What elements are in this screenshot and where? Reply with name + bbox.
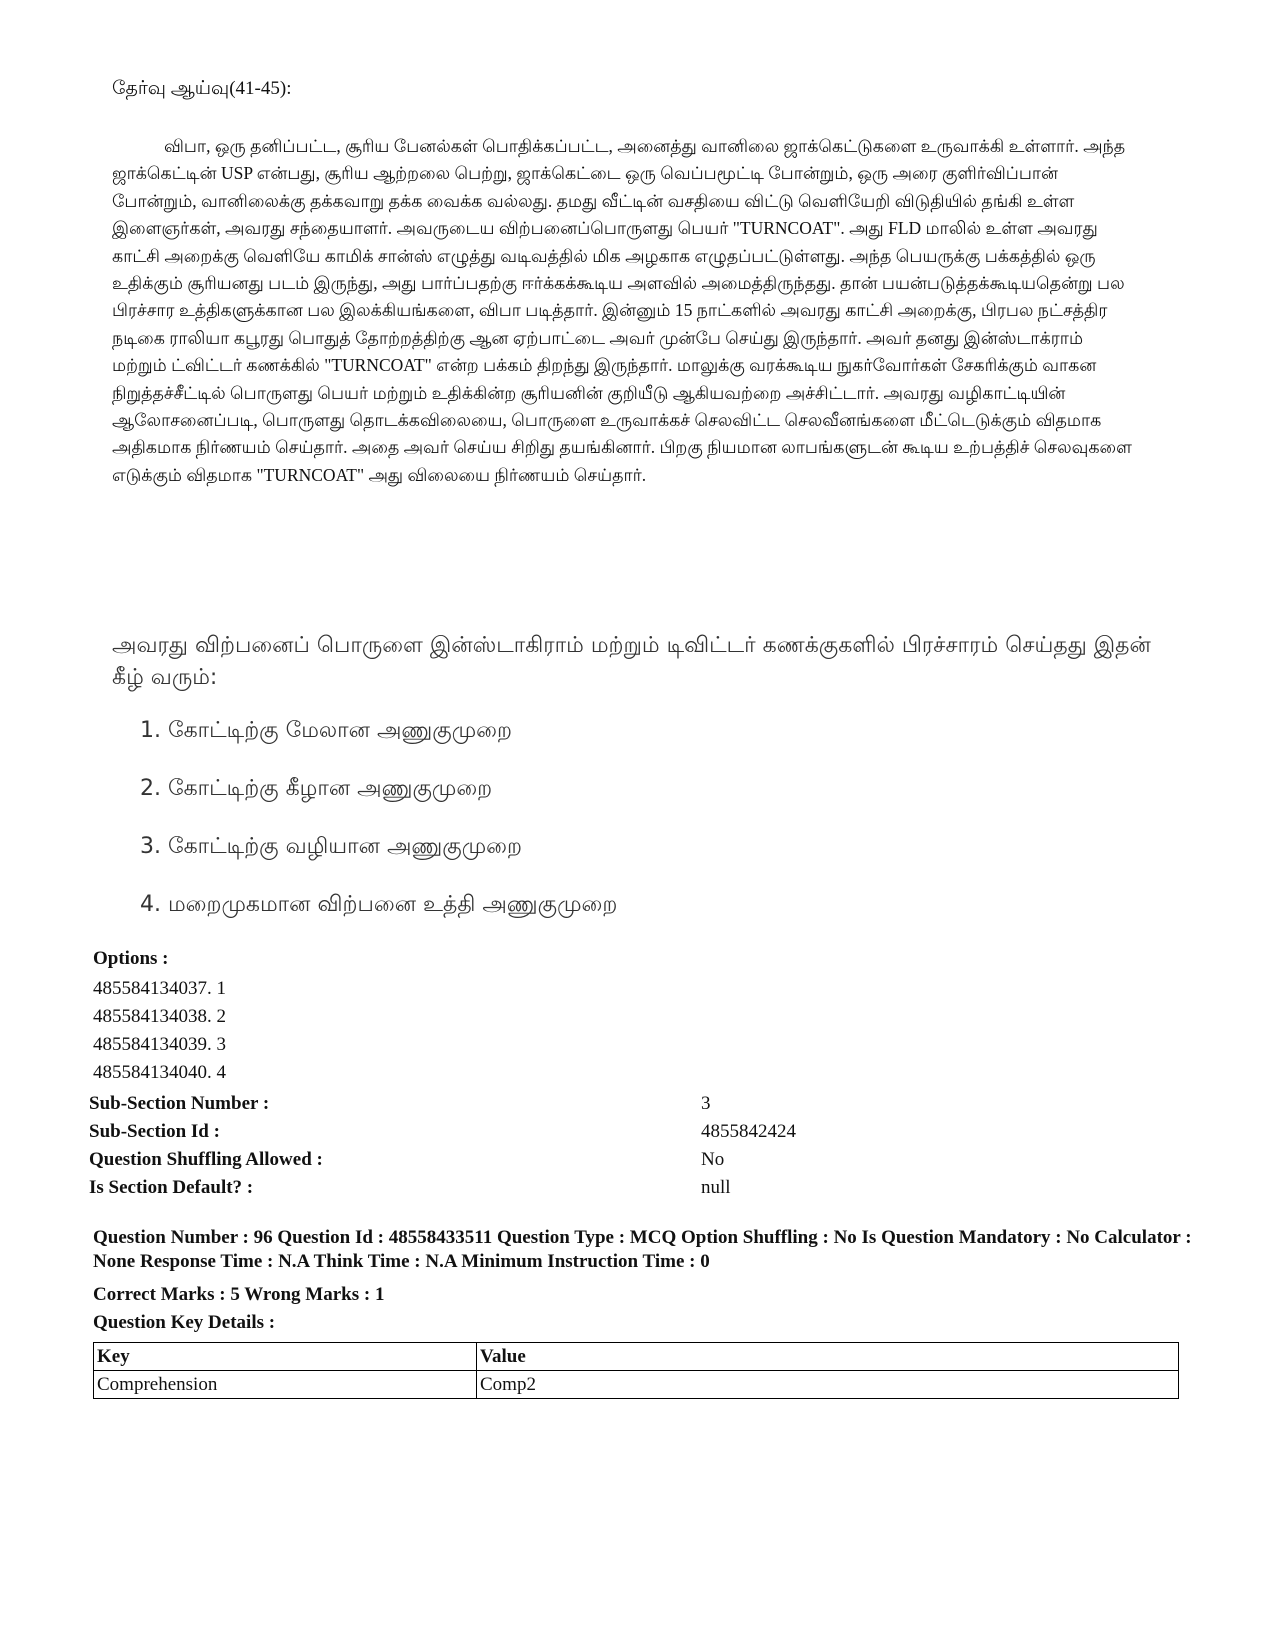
key-details-title: Question Key Details : [93, 1312, 276, 1333]
meta-value: 3 [701, 1093, 711, 1114]
passage-text [112, 133, 1142, 489]
meta-row [89, 1118, 889, 1146]
table-row [94, 1371, 1179, 1399]
meta-label: Is Section Default? : [89, 1177, 254, 1198]
question-options [140, 718, 617, 950]
meta-label: Question Shuffling Allowed : [89, 1149, 323, 1170]
meta-label: Sub-Section Number : [89, 1093, 270, 1114]
question-option-2: 2. கோட்டிற்கு கீழான அணுகுமுறை [140, 776, 493, 801]
table-header-cell: Value [477, 1343, 1179, 1371]
option-id-item: 485584134038. 2 [93, 1006, 226, 1027]
meta-label: Sub-Section Id : [89, 1121, 220, 1142]
meta-row [89, 1090, 889, 1118]
passage-heading: தேர்வு ஆய்வு(41-45): [112, 78, 292, 99]
subsection-meta [89, 1090, 889, 1202]
meta-value: 4855842424 [701, 1121, 796, 1142]
question-info: Question Number : 96 Question Id : 48558433511 Question Type : MCQ Option Shuffling : No Is Question Mandatory : No Calculator : None Response Time : N.A Think Time : N.A Minimum Instruction Time : 0 [93, 1227, 1192, 1272]
option-id-list [93, 975, 226, 1087]
marks-info: Correct Marks : 5 Wrong Marks : 1 [93, 1284, 385, 1305]
meta-row [89, 1146, 889, 1174]
table-header-row [94, 1343, 1179, 1371]
passage-paragraph: விபா, ஒரு தனிப்பட்ட, சூரிய பேனல்கள் பொதிக்கப்பட்ட, அனைத்து வானிலை ஜாக்கெட்டுகளை உருவாக்கி உள்ளார். அந்த ஜாக்கெட்டின் USP என்பது, சூரிய ஆற்றலை பெற்று, ஜாக்கெட்டை ஒரு வெப்பமூட்டி போன்றும், ஒரு அரை குளிர்விப்பான் போன்றும், வானிலைக்கு தக்கவாறு தக்க வைக்க வல்லது. தமது வீட்டின் வசதியை விட்டு வெளியேறி விடுதியில் தங்கி உள்ள இளைஞர்கள், அவரது சந்தையாளர். அவருடைய விற்பனைப்பொருளது பெயர் "TURNCOAT". அது FLD மாலில் உள்ள அவரது காட்சி அறைக்கு வெளியே காமிக் சான்ஸ் எழுத்து வடிவத்தில் மிக அழகாக எழுதப்பட்டுள்ளது. அந்த பெயருக்கு பக்கத்தில் ஒரு உதிக்கும் சூரியனது படம் இருந்து, அது பார்ப்பதற்கு ஈர்க்கக்கூடிய அளவில் அமைத்திருந்தது. தான் பயன்படுத்தக்கூடியதென்று பல பிரச்சார உத்திகளுக்கான பல இலக்கியங்களை, விபா படித்தார். இன்னும் 15 நாட்களில் அவரது காட்சி அறைக்கு, பிரபல நட்சத்திர நடிகை ராலியா கபூரது பொதுத் தோற்றத்திற்கு ஆன ஏற்பாட்டை அவர் முன்பே செய்து இருந்தார். அவர் தனது இன்ஸ்டாக்ராம் மற்றும் ட்விட்டர் கணக்கில் "TURNCOAT" என்ற பக்கம் திறந்து இருந்தார். மாலுக்கு வரக்கூடிய நுகர்வோர்கள் சேகரிக்கும் வாகன நிறுத்தச்சீட்டில் பொருளது பெயர் மற்றும் உதிக்கின்ற சூரியனின் குறியீடு ஆகியவற்றை அச்சிட்டார். அவரது வழிகாட்டியின் ஆலோசனைப்படி, பொருளது தொடக்கவிலையை, பொருளை உருவாக்கச் செலவிட்ட செலவீனங்களை மீட்டெடுக்கும் விதமாக அதிகமாக நிர்ணயம் செய்தார். அதை அவர் செய்ய சிறிது தயங்கினார். பிறகு நியமான லாபங்களுடன் கூடிய உற்பத்திச் செலவுகளை எடுக்கும் விதமாக "TURNCOAT" அது விலையை நிர்ணயம் செய்தார். [112, 136, 1132, 485]
option-id-item: 485584134039. 3 [93, 1034, 226, 1055]
meta-value: No [701, 1149, 725, 1170]
option-id-item: 485584134037. 1 [93, 978, 226, 999]
key-details-table [93, 1342, 1179, 1399]
meta-value: null [701, 1177, 731, 1198]
question-text: அவரது விற்பனைப் பொருளை இன்ஸ்டாகிராம் மற்றும் டிவிட்டர் கணக்குகளில் பிரச்சாரம் செய்தது இதன் கீழ் வரும்: [112, 633, 1151, 690]
question-option-4: 4. மறைமுகமான விற்பனை உத்தி அணுகுமுறை [140, 892, 618, 917]
table-header-cell: Key [94, 1343, 477, 1371]
options-title: Options : [93, 948, 169, 969]
question-option-1: 1. கோட்டிற்கு மேலான அணுகுமுறை [140, 718, 512, 743]
table-cell: Comp2 [477, 1371, 1179, 1399]
question-option-3: 3. கோட்டிற்கு வழியான அணுகுமுறை [140, 834, 522, 859]
option-id-item: 485584134040. 4 [93, 1062, 226, 1083]
meta-row [89, 1174, 889, 1202]
table-cell: Comprehension [94, 1371, 477, 1399]
